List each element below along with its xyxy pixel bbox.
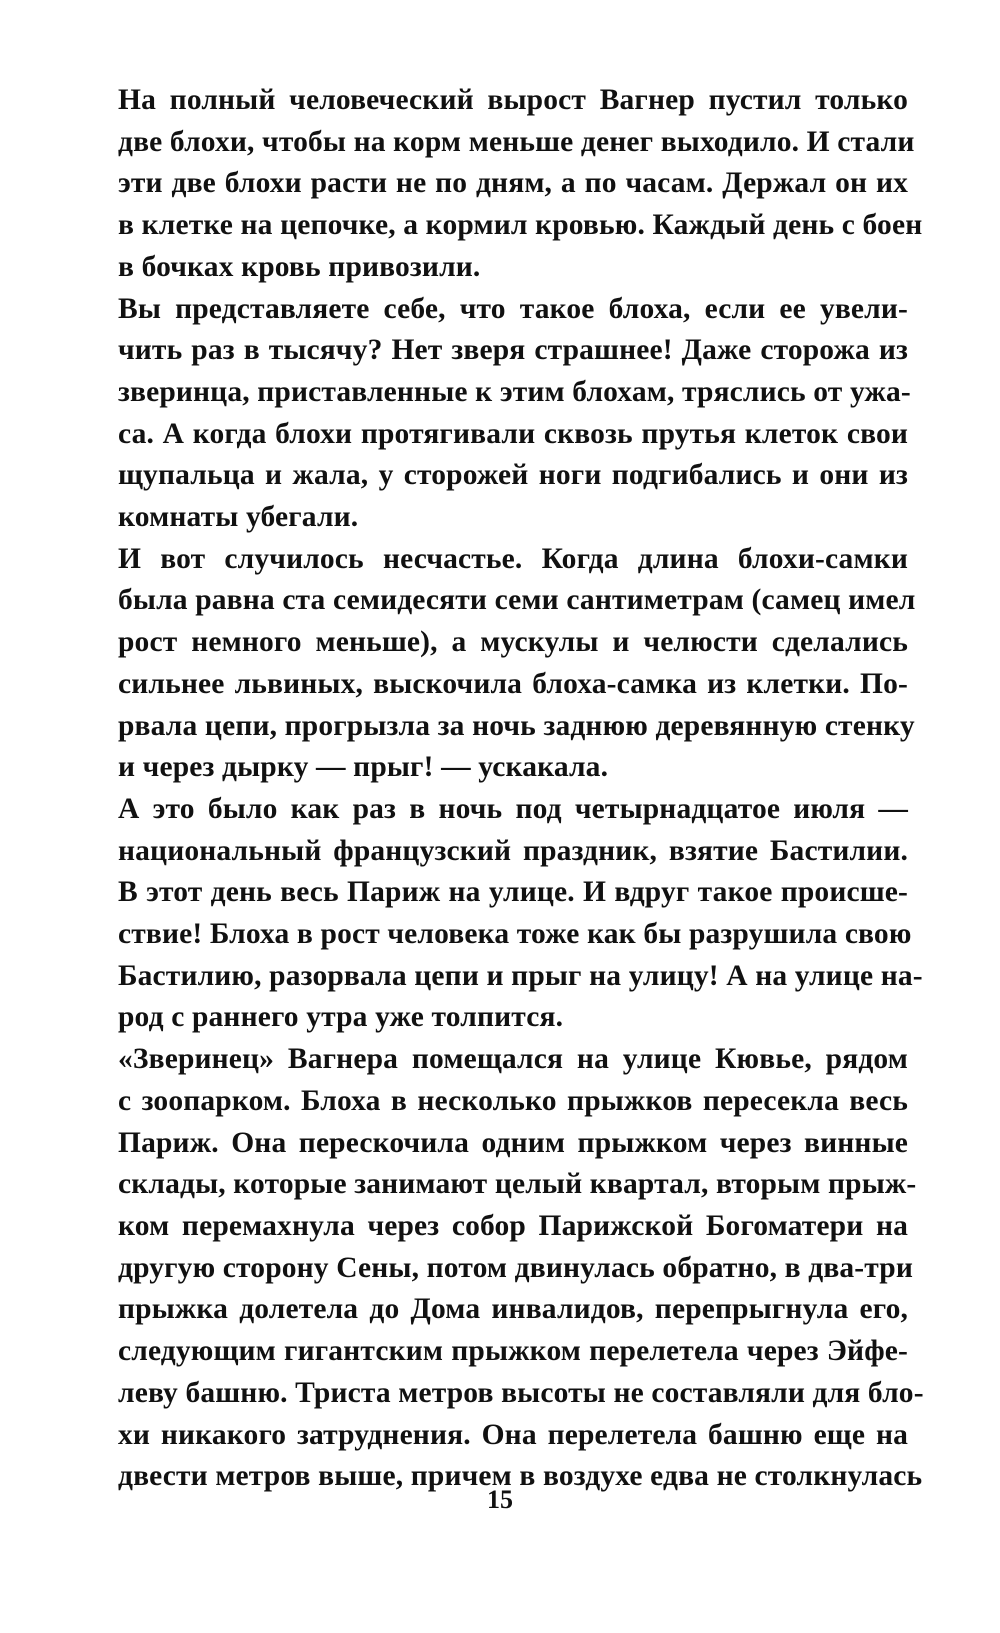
text-line: Бастилию, разорвала цепи и прыг на улицу! А на улице на- <box>118 959 923 992</box>
text-line: А это было как раз в ночь под четырнадцатое июля — <box>118 792 908 825</box>
paragraph <box>78 80 923 289</box>
text-line: в бочках кровь привозили. <box>118 250 481 283</box>
text-line: сильнее львиных, выскочила блоха-самка из клетки. По- <box>118 667 908 700</box>
text-line: национальный французский праздник, взятие Бастилии. <box>118 834 908 867</box>
text-line: эти две блохи расти не по дням, а по часам. Держал он их <box>118 167 908 200</box>
text-line: хи никакого затруднения. Она перелетела башню еще на <box>118 1418 908 1451</box>
text-line: Вы представляете себе, что такое блоха, если ее увели- <box>118 292 908 325</box>
text-line: с зоопарком. Блоха в несколько прыжков пересекла весь <box>118 1084 908 1117</box>
paragraph <box>78 1039 924 1498</box>
text-line: И вот случилось несчастье. Когда длина блохи-самки <box>118 542 908 575</box>
text-line: зверинца, приставленные к этим блохам, тряслись от ужа- <box>118 375 911 408</box>
text-line: щупальца и жала, у сторожей ноги подгибались и они из <box>118 459 908 492</box>
text-line: в клетке на цепочке, а кормил кровью. Каждый день с боен <box>118 209 923 242</box>
text-line: ствие! Блоха в рост человека тоже как бы разрушила свою <box>118 918 912 951</box>
paragraph <box>78 539 916 789</box>
paragraph <box>78 289 911 539</box>
body-text <box>78 80 924 1498</box>
text-line: склады, которые занимают целый квартал, вторым прыж- <box>118 1168 917 1201</box>
text-line: чить раз в тысячу? Нет зверя страшнее! Даже сторожа из <box>118 334 908 367</box>
text-line: двести метров выше, причем в воздухе едва не столкнулась <box>118 1460 923 1493</box>
text-line: На полный человеческий вырост Вагнер пустил только <box>118 84 908 116</box>
text-line: ком перемахнула через собор Парижской Богоматери на <box>118 1209 908 1242</box>
text-line: рвала цепи, прогрызла за ночь заднюю деревянную стенку <box>118 709 915 742</box>
text-line: са. А когда блохи протягивали сквозь прутья клеток свои <box>118 417 908 450</box>
text-line: была равна ста семидесяти семи сантиметрам (самец имел <box>118 584 916 617</box>
text-line: рост немного меньше), а мускулы и челюсти сделались <box>118 626 908 659</box>
text-line: другую сторону Сены, потом двинулась обратно, в два-три <box>118 1251 913 1284</box>
text-line: и через дырку — прыг! — ускакала. <box>118 751 609 784</box>
text-line: род с раннего утра уже толпится. <box>118 1001 564 1034</box>
text-line: две блохи, чтобы на корм меньше денег выходило. И стали <box>118 125 915 158</box>
text-line: «Зверинец» Вагнера помещался на улице Кювье, рядом <box>118 1043 908 1076</box>
text-line: следующим гигантским прыжком перелетела через Эйфе- <box>118 1335 908 1368</box>
text-line: леву башню. Триста метров высоты не составляли для бло- <box>118 1376 924 1409</box>
text-line: Париж. Она перескочила одним прыжком через винные <box>118 1126 908 1159</box>
text-line: комнаты убегали. <box>118 501 359 534</box>
page-number: 15 <box>487 1485 513 1514</box>
paragraph <box>78 789 923 1039</box>
text-line: прыжка долетела до Дома инвалидов, перепрыгнула его, <box>118 1293 908 1326</box>
text-line: В этот день весь Париж на улице. И вдруг такое происше- <box>118 876 908 909</box>
